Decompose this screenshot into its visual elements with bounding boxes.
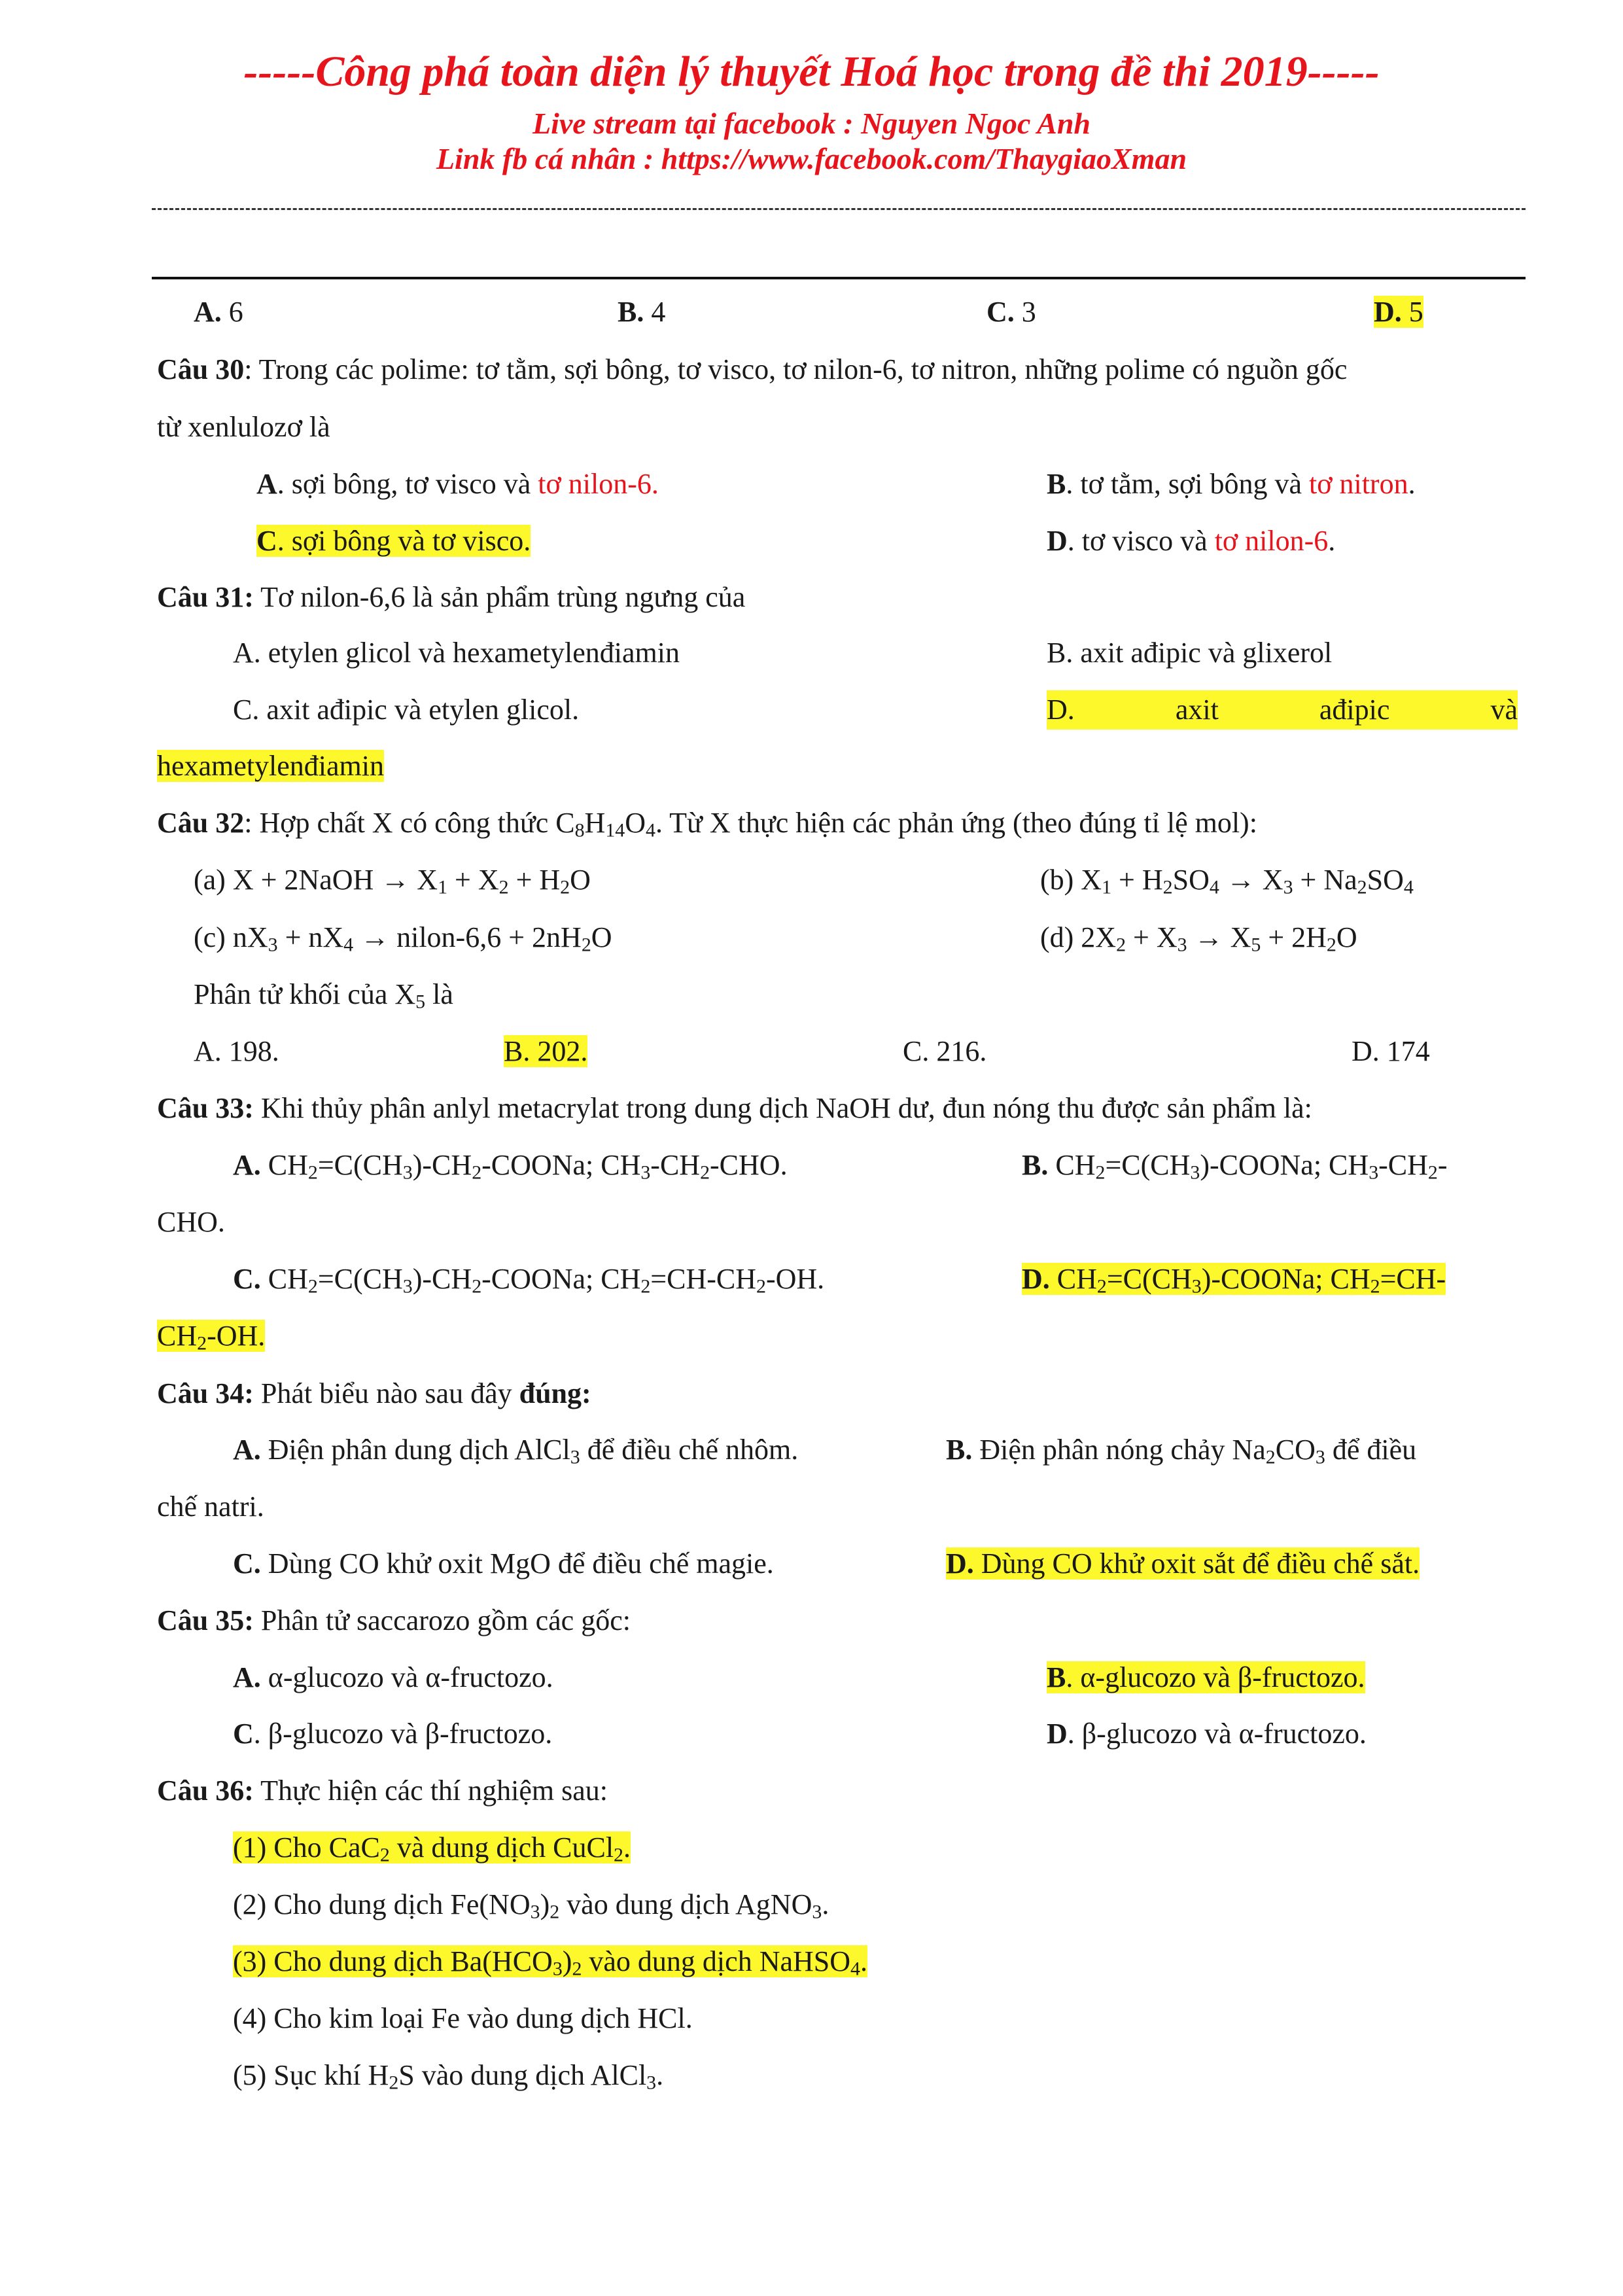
q31-stem: Câu 31: Tơ nilon-6,6 là sản phẩm trùng ngưng của: [157, 581, 746, 613]
q30-option-c: C. sợi bông và tơ visco.: [256, 525, 531, 557]
q29-option-b: B. 4: [618, 296, 666, 328]
q36-experiment-1: (1) Cho CaC$_2$ và dung dịch CuCl$_2$.: [233, 1831, 631, 1866]
q35-option-c: C. β-glucozo và β-fructozo.: [233, 1718, 553, 1750]
q33-option-a: A. $CH_2=C(CH_3)-CH_2$-COONa; $CH_3-CH_2$-CHO.: [233, 1149, 788, 1184]
q35-option-a: A. α-glucozo và α-fructozo.: [233, 1661, 553, 1693]
q30-option-b: B. tơ tằm, sợi bông và tơ nitron.: [1047, 468, 1416, 500]
q32-stem: Câu 32: Hợp chất X có công thức $C_8H_{14}O_4$. Từ X thực hiện các phản ứng (theo đúng tỉ lệ mol):: [157, 807, 1257, 841]
q33-option-d: D. $CH_2=C(CH_3)$-COONa; $CH_2=CH-$: [1022, 1263, 1446, 1298]
q31-option-c: C. axit ađipic và etylen glicol.: [233, 694, 580, 726]
q30-stem: Câu 30: Trong các polime: tơ tằm, sợi bông, tơ visco, tơ nilon-6, tơ nitron, những polime có nguồn gốc: [157, 353, 1348, 385]
q34-option-b-cont: chế natri.: [157, 1491, 264, 1523]
q30-option-a: A. sợi bông, tơ visco và tơ nilon-6.: [256, 468, 659, 500]
q32-option-a: A. 198.: [194, 1035, 279, 1067]
q31-option-a: A. etylen glicol và hexametylenđiamin: [233, 637, 680, 669]
q34-option-d: D. Dùng CO khử oxit sắt để điều chế sắt.: [946, 1547, 1420, 1580]
q29-option-d: D. 5: [1374, 296, 1423, 328]
q31-option-b: B. axit ađipic và glixerol: [1047, 637, 1333, 669]
q30-stem-cont: từ xenlulozơ là: [157, 411, 330, 443]
q33-stem: Câu 33: Khi thủy phân anlyl metacrylat trong dung dịch NaOH dư, đun nóng thu được sản phẩm là:: [157, 1092, 1312, 1124]
q32-reaction-b: (b) $X_1 + H_2SO_4 \to X_3 + Na_2SO_4$: [1040, 864, 1414, 898]
livestream-line: Live stream tại facebook : Nguyen Ngoc Anh: [532, 107, 1091, 140]
q35-option-b: B. α-glucozo và β-fructozo.: [1047, 1661, 1365, 1693]
page-title: -----Công phá toàn diện lý thuyết Hoá học trong đề thi 2019-----: [243, 48, 1380, 96]
q32-option-b: B. 202.: [504, 1035, 588, 1067]
q34-option-b: B. Điện phân nóng chảy $Na_2CO_3$ để điều: [946, 1434, 1417, 1468]
q32-option-d: D. 174: [1352, 1035, 1430, 1067]
q31-option-d: D. axit ađipic và: [1047, 690, 1518, 730]
q36-experiment-3: (3) Cho dung dịch $Ba(HCO_3)_2$ vào dung dịch NaHSO$_4$.: [233, 1945, 867, 1980]
q32-question: Phân tử khối của $X_5$ là: [194, 978, 453, 1013]
q34-option-a: A. Điện phân dung dịch AlCl$_3$ để điều chế nhôm.: [233, 1434, 799, 1468]
q29-option-c: C. 3: [986, 296, 1036, 328]
q36-experiment-4: (4) Cho kim loại Fe vào dung dịch HCl.: [233, 2002, 693, 2034]
q29-option-a: A. 6: [194, 296, 243, 328]
q33-option-c: C. $CH_2=C(CH_3)-CH_2$-COONa; $CH_2=CH-CH_2-OH$.: [233, 1263, 825, 1298]
dashed-divider: [152, 208, 1526, 210]
q33-option-b: B. $CH_2=C(CH_3)$-COONa; $CH_3-CH_2-$: [1022, 1149, 1448, 1184]
q33-option-d-cont: $CH_2-OH$.: [157, 1320, 266, 1354]
q36-experiment-2: (2) Cho dung dịch $Fe(NO_3)_2$ vào dung dịch AgNO$_3$.: [233, 1888, 829, 1923]
q32-reaction-c: (c) $nX_3 + nX_4$ → nilon-6,6 + $2nH_2O$: [194, 921, 612, 956]
q32-option-c: C. 216.: [903, 1035, 987, 1067]
q33-option-b-cont: CHO.: [157, 1206, 225, 1238]
q36-stem: Câu 36: Thực hiện các thí nghiệm sau:: [157, 1775, 608, 1807]
solid-divider: [152, 277, 1526, 279]
q34-option-c: C. Dùng CO khử oxit MgO để điều chế magie.: [233, 1547, 774, 1580]
q30-option-d: D. tơ visco và tơ nilon-6.: [1047, 525, 1336, 557]
q32-reaction-d: (d) $2X_2 + X_3 \to X_5 + 2H_2O$: [1040, 921, 1357, 956]
facebook-link[interactable]: Link fb cá nhân : https://www.facebook.com/ThaygiaoXman: [436, 142, 1187, 175]
q32-reaction-a: (a) X + 2NaOH → $X_1 + X_2 + H_2O$: [194, 864, 591, 898]
q35-stem: Câu 35: Phân tử saccarozo gồm các gốc:: [157, 1604, 631, 1636]
q31-option-d-cont: hexametylenđiamin: [157, 750, 384, 782]
q34-stem: Câu 34: Phát biểu nào sau đây đúng:: [157, 1377, 591, 1409]
q36-experiment-5: (5) Sục khí $H_2S$ vào dung dịch AlCl$_3$.: [233, 2059, 664, 2094]
q35-option-d: D. β-glucozo và α-fructozo.: [1047, 1718, 1367, 1750]
